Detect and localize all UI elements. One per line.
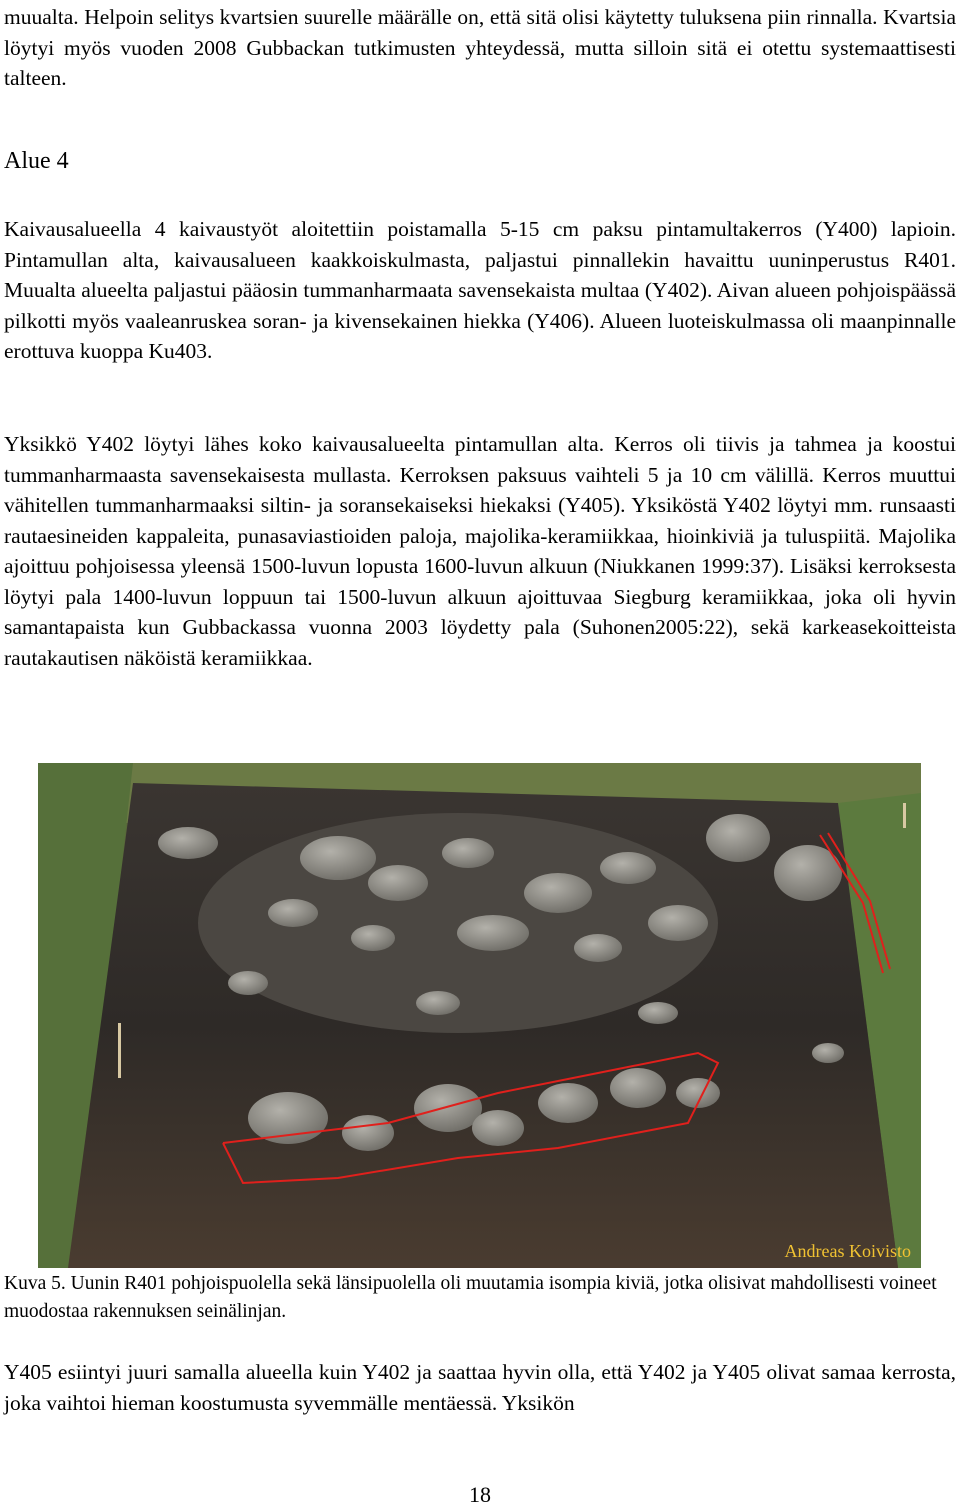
paragraph-unit-y402: Yksikkö Y402 löytyi lähes koko kaivausalueelta pintamullan alta. Kerros oli tiivis ja tahmea ja koostui tummanharmaasta savensekaisesta mullasta. Kerroksen paksuus vaihteli 5 ja 10 cm välillä. Kerros muuttui vähitellen tummanharmaaksi siltin- ja soransekaiseksi hiekaksi (Y405). Yksiköstä Y402 löytyi mm. runsaasti rautaesineiden kappaleita, punasaviastioiden paloja, majolika-keramiikkaa, hioinkiviä ja tuluspiitä. Majolika ajoittuu pohjoisessa yleensä 1500-luvun lopusta 1600-luvun alkuun (Niukkanen 1999:37). Lisäksi kerroksesta löytyi pala 1400-luvun loppuun tai 1500-luvun alkuun ajoittuvaa Siegburg keramiikkaa, joka oli hyvin samantapaista kun Gubbackassa vuonna 2003 löydetty pala (Suhonen2005:22), sekä karkeasekoitteista rautakautisen näköistä keramiikkaa. <box>4 432 956 670</box>
page-number: 18 <box>469 1482 491 1507</box>
photo-credit: Andreas Koivisto <box>784 1241 911 1261</box>
paragraph-area-4-intro: Kaivausalueella 4 kaivaustyöt aloitettiin poistamalla 5-15 cm paksu pintamultakerros (Y400) lapioin. Pintamullan alta, kaivausalueen kaakkoiskulmasta, paljastui pinnallekin havaittu uuninperustus R401. Muualta alueelta paljastui pääosin tummanharmaata savensekaista multaa (Y402). Aivan alueen pohjoispäässä pilkotti myös vaaleanruskea soran- ja kivensekainen hiekka (Y406). Alueen luoteiskulmassa oli maanpinnalle erottuva kuoppa Ku403. <box>4 217 956 363</box>
figure-caption: Kuva 5. Uunin R401 pohjoispuolella sekä länsipuolella oli muutamia isompia kiviä, jotka olisivat mahdollisesti voineet muodostaa rakennuksen seinälinjan. <box>4 1273 937 1322</box>
paragraph-unit-y405: Y405 esiintyi juuri samalla alueella kuin Y402 ja saattaa hyvin olla, että Y402 ja Y405 olivat samaa kerrosta, joka vaihtoi hieman koostumusta syvemmälle mentäessä. Yksikön <box>4 1360 956 1415</box>
excavation-photo <box>38 763 921 1268</box>
top-paragraph: muualta. Helpoin selitys kvartsien suurelle määrälle on, että sitä olisi käytetty tuluksena piin rinnalla. Kvartsia löytyi myös vuoden 2008 Gubbackan tutkimusten yhteydessä, mutta silloin sitä ei otettu systemaattisesti talteen. <box>4 5 956 90</box>
section-heading: Alue 4 <box>4 148 69 174</box>
